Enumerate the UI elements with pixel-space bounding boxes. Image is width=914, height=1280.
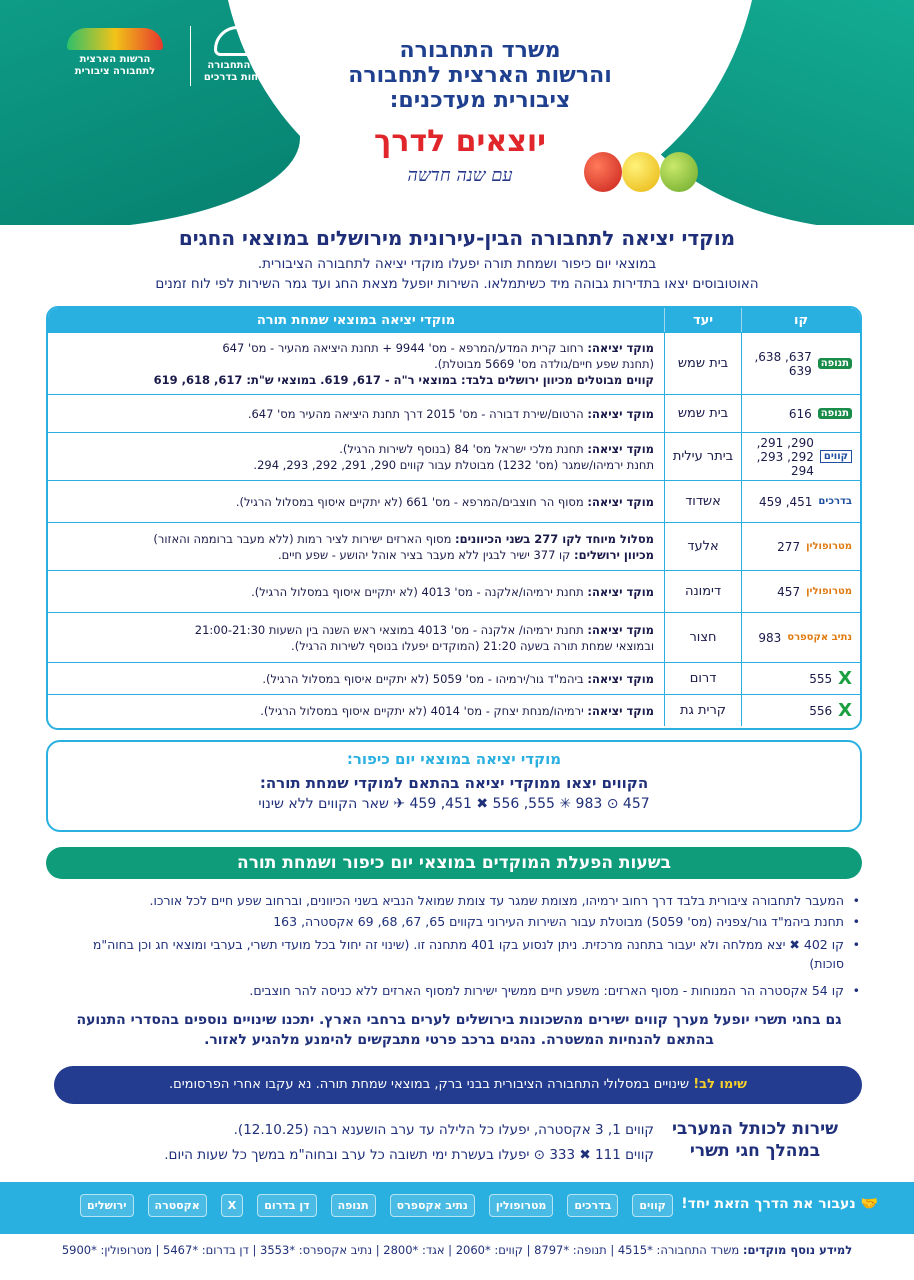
national-transport-authority-logo bbox=[45, 28, 185, 78]
footer-operator-logo: ירושלים bbox=[80, 1194, 134, 1217]
cell-destination: חצור bbox=[664, 613, 742, 662]
footer-operator-logo: מטרופולין bbox=[489, 1194, 554, 1217]
cell-line bbox=[742, 433, 860, 480]
departure-label: מוקד יציאה: bbox=[587, 406, 654, 421]
departure-line bbox=[58, 671, 654, 687]
table-body bbox=[48, 332, 860, 726]
departure-line bbox=[58, 547, 654, 563]
departure-label: מסלול מיוחד לקו 277 בשני הכיוונים: bbox=[455, 531, 654, 546]
departure-text: תחנת ירמיהו/אלקנה - מס' 4013 (לא יתקיים איסוף במסלול הרגיל). bbox=[251, 584, 588, 599]
footer-operator-logo: קווים bbox=[632, 1194, 673, 1217]
operator-logo-icon: נתיב אקספרס bbox=[787, 632, 852, 643]
departure-line bbox=[58, 638, 654, 654]
departure-line bbox=[58, 406, 654, 422]
yellow-apple-icon bbox=[622, 152, 660, 192]
cell-destination: דרום bbox=[664, 663, 742, 694]
bullet-3: • קו 402 ✖ יצא ממלחה ולא יעבור בתחנה מרכזית. ניתן לנסוע בקו 401 מתחנה זו. (שינוי זה יחול בכל מועדי תשרי, בערבי ומוצאי חג וכן בחוה"מ סוכות) bbox=[56, 935, 862, 973]
header-line: קו bbox=[793, 312, 809, 328]
footer-operator-logo: אקסטרה bbox=[148, 1194, 207, 1217]
bullet-4: • קו 54 אקסטרה הר המנוחות - מסוף הארזים: משפע חיים ממשיך ישירות למסוף הארזים ללא כניסה להר חוצבים. bbox=[56, 981, 862, 1000]
cell-departure bbox=[48, 671, 664, 687]
footer-operator-logo: תנופה bbox=[331, 1194, 376, 1217]
sub-line-1: במוצאי יום כיפור ושמחת תורה יפעלו מוקדי יציאה לתחבורה הציבורית. bbox=[257, 256, 657, 272]
departure-text: תחנת מלכי ישראל מס' 84 (בנוסף לשירות הרגיל). bbox=[339, 441, 588, 456]
road-arch-icon bbox=[214, 26, 274, 56]
wall-title-line-2: במהלך חגי תשרי bbox=[689, 1141, 821, 1161]
cell-destination: בית שמש bbox=[664, 333, 742, 394]
cell-destination: אלעד bbox=[664, 523, 742, 570]
cell-destination: דימונה bbox=[664, 571, 742, 612]
cell-line bbox=[742, 523, 860, 570]
table-row bbox=[48, 662, 860, 694]
cell-line bbox=[742, 613, 860, 662]
table-row bbox=[48, 522, 860, 570]
title-line-1: משרד התחבורה bbox=[399, 38, 561, 63]
bullet-1: • המעבר לתחבורה ציבורית בלבד דרך רחוב ירמיהו, מצומת שמגר עד צומת שמואל הנביא בשני הכיוונים, וברחוב שפע חיים לכל אורכו. bbox=[56, 891, 862, 910]
footer-contact-info bbox=[0, 1236, 914, 1264]
cell-destination: ביתר עילית bbox=[664, 433, 742, 480]
line-numbers: 637, 638, 639 bbox=[754, 349, 812, 378]
footer-slogan-text: נעבור את הדרך הזאת יחד! bbox=[681, 1196, 856, 1212]
departure-label: מכיוון ירושלים: bbox=[574, 547, 654, 562]
notice-text: שינויים במסלולי התחבורה הציבורית בבני ברק, במוצאי שמחת תורה. נא עקבו אחרי הפרסומים. bbox=[168, 1077, 694, 1092]
departure-label: מוקד יציאה: bbox=[587, 584, 654, 599]
departure-line bbox=[58, 494, 654, 510]
footer-operator-logo: דן בדרום bbox=[257, 1194, 316, 1217]
departure-text: ביהמ"ד גור/ירמיהו - מס' 5059 (לא יתקיים איסוף במסלול הרגיל). bbox=[262, 671, 588, 686]
sub-line-2: האוטובוסים יצאו בתדירות גבוהה מיד כשיתמלאו. השירות יופעל מצאת החג ועד גמר השירות לפי לוח זמנים bbox=[155, 276, 759, 292]
wall-line-2: קווים 111 ✖ 333 ⊙ יפעלו בעשרת ימי תשובה כל ערב ובחוה"מ במשך כל שעות היום. bbox=[164, 1147, 654, 1163]
footer-info: משרד התחבורה: *4515 | תנופה: *8797 | קווים: *2060 | אגד: *2800 | נתיב אקספרס: *3553 | דן בדרום: *5467 | מטרופולין: *5900 bbox=[61, 1243, 740, 1257]
departure-line bbox=[58, 531, 654, 547]
departure-label: קווים מבוטלים מכיוון ירושלים בלבד: במוצאי ר"ה - 617, 619. במוצאי ש"ת: 617, 618, 619 bbox=[153, 372, 654, 387]
departure-text: תחנת ירמיהו/ אלקנה - מס' 4013 במוצאי ראש השנה בין השעות 21:00-21:30 bbox=[194, 622, 588, 637]
cell-line bbox=[742, 333, 860, 394]
green-apple-icon bbox=[660, 152, 698, 192]
kippur-line-2: הקווים יצאו ממוקדי יציאה בהתאם למוקדי שמחת תורה: bbox=[259, 774, 649, 792]
departure-line bbox=[58, 441, 654, 457]
line-numbers: 616 bbox=[788, 406, 812, 421]
cell-departure bbox=[48, 703, 664, 719]
departure-text: קו 377 ישיר לבגין ללא מעבר בציר אוהל יהושע - שפע חיים. bbox=[277, 547, 574, 562]
cell-departure bbox=[48, 584, 664, 600]
departure-points-table bbox=[46, 306, 862, 730]
line-numbers: 290, 291, 292, 293, 294 bbox=[756, 435, 814, 478]
line-numbers: 556 bbox=[809, 703, 833, 718]
departure-label: מוקד יציאה: bbox=[587, 671, 654, 686]
departure-line bbox=[58, 584, 654, 600]
cell-destination: אשדוד bbox=[664, 481, 742, 522]
departure-line bbox=[58, 622, 654, 638]
departure-text: (תחנת שפע חיים/גולדה מס' 5669 מבוטלת). bbox=[434, 356, 654, 371]
cell-departure bbox=[48, 531, 664, 563]
departure-label: מוקד יציאה: bbox=[587, 340, 654, 355]
title-line-3: ציבורית מעדכנים: bbox=[389, 88, 571, 113]
operator-logo-icon: מטרופולין bbox=[806, 586, 852, 597]
cell-departure bbox=[48, 622, 664, 654]
cell-departure bbox=[48, 494, 664, 510]
notice-lead: שימו לב! bbox=[693, 1077, 748, 1092]
departure-line bbox=[58, 457, 654, 473]
operator-logo-icon: X bbox=[838, 668, 852, 689]
rainbow-road-icon bbox=[67, 28, 163, 50]
departure-line bbox=[58, 703, 654, 719]
cell-line bbox=[742, 663, 860, 694]
notice-banner bbox=[54, 1066, 862, 1104]
cell-departure bbox=[48, 441, 664, 473]
table-row bbox=[48, 332, 860, 394]
cell-line bbox=[742, 571, 860, 612]
table-row bbox=[48, 480, 860, 522]
header-destination: יעד bbox=[664, 308, 742, 332]
logo-divider bbox=[190, 26, 191, 86]
footer-info-lead: למידע נוסף מוקדים: bbox=[742, 1243, 853, 1257]
departure-text: מסוף הארזים ישירות לציר רמות (ללא מעבר ברוממה והאזור) bbox=[153, 531, 456, 546]
cell-destination: קרית גת bbox=[664, 695, 742, 726]
departure-text: ובמוצאי שמחת תורה בשעה 21:20 (המוקדים יפעלו בנוסף לשירות הרגיל). bbox=[291, 638, 654, 653]
kippur-box bbox=[46, 740, 862, 832]
slogan-main: יוצאים לדרך bbox=[374, 124, 546, 159]
logo-left-line-2: לתחבורה ציבורית bbox=[74, 66, 156, 77]
cell-line bbox=[742, 695, 860, 726]
operator-logo-icon: בדרכים bbox=[818, 496, 852, 507]
departure-line bbox=[58, 372, 654, 388]
hours-banner: בשעות הפעלת המוקדים במוצאי יום כיפור ושמחת תורה bbox=[46, 847, 862, 879]
departure-label: מוקד יציאה: bbox=[587, 494, 654, 509]
line-numbers: 451, 459 bbox=[758, 494, 813, 509]
departure-line bbox=[58, 340, 654, 356]
table-row bbox=[48, 432, 860, 480]
western-wall-title bbox=[650, 1118, 860, 1162]
announcement-title bbox=[300, 38, 660, 113]
footer-slogan: 🤝 נעבור את הדרך הזאת יחד! bbox=[681, 1196, 878, 1212]
logo-right-line-2: והבטיחות בדרכים bbox=[203, 72, 285, 83]
logo-left-line-1: הרשות הארצית bbox=[79, 54, 151, 65]
departure-text: רחוב קרית המדע/המרפא - מס' 9944 + תחנת היציאה מהעיר - מס' 647 bbox=[222, 340, 588, 355]
wall-line-1: קווים 1, 3 אקסטרה, יפעלו כל הלילה עד ערב הושענא רבה (12.10.25). bbox=[233, 1122, 654, 1138]
departure-text: מסוף הר חוצבים/המרפא - מס' 661 (לא יתקיים איסוף במסלול הרגיל). bbox=[235, 494, 588, 509]
operator-logo-icon: תנופה bbox=[818, 408, 852, 419]
ministry-of-transport-logo bbox=[196, 26, 292, 84]
departure-label: מוקד יציאה: bbox=[587, 441, 654, 456]
footer-operator-logo: בדרכים bbox=[567, 1194, 618, 1217]
wall-title-line-1: שירות לכותל המערבי bbox=[672, 1119, 838, 1139]
apples-illustration bbox=[582, 146, 702, 196]
line-numbers: 555 bbox=[809, 671, 833, 686]
kippur-title: מוקדי יציאה במוצאי יום כיפור: bbox=[346, 750, 562, 768]
cell-departure bbox=[48, 406, 664, 422]
operator-logo-icon: X bbox=[838, 700, 852, 721]
table-row bbox=[48, 694, 860, 726]
departure-text: ירמיהו/מנחת יצחק - מס' 4014 (לא יתקיים איסוף במסלול הרגיל). bbox=[260, 703, 588, 718]
header bbox=[0, 0, 914, 225]
footer-operator-logo: X bbox=[221, 1194, 243, 1217]
operator-logo-icon: קווים bbox=[820, 450, 852, 463]
departure-text: תחנת ירמיהו/שמגר (מס' 1232) מבוטלת עבור קווים 290, 291, 292, 293, 294. bbox=[253, 457, 654, 472]
footer-operator-logo: נתיב אקספרס bbox=[390, 1194, 475, 1217]
main-headline: מוקדי יציאה לתחבורה הבין-עירונית מירושלים במוצאי החגים bbox=[178, 226, 736, 250]
header-departure: מוקדי יציאה במוצאי שמחת תורה bbox=[256, 312, 456, 328]
operator-logo-icon: מטרופולין bbox=[806, 541, 852, 552]
kippur-line-3: 457 ⊙ 983 ✳ 555, 556 ✖ 451, 459 ✈ שאר הקווים ללא שינוי bbox=[258, 796, 650, 812]
cell-departure bbox=[48, 340, 664, 388]
table-row bbox=[48, 612, 860, 662]
slogan-sub: עם שנה חדשה bbox=[407, 165, 513, 186]
red-apple-icon bbox=[584, 152, 622, 192]
logo-right-line-1: משרד התחבורה bbox=[207, 60, 281, 71]
line-numbers: 983 bbox=[758, 630, 782, 645]
departure-label: מוקד יציאה: bbox=[587, 622, 654, 637]
table-header bbox=[48, 308, 860, 332]
departure-text: הרטום/שירת דבורה - מס' 2015 דרך תחנת היציאה מהעיר מס' 647. bbox=[247, 406, 588, 421]
line-numbers: 277 bbox=[777, 539, 801, 554]
departure-line bbox=[58, 356, 654, 372]
cell-destination: בית שמש bbox=[664, 395, 742, 432]
cell-line bbox=[742, 395, 860, 432]
footer-band bbox=[0, 1182, 914, 1234]
departure-label: מוקד יציאה: bbox=[587, 703, 654, 718]
title-line-2: והרשות הארצית לתחבורה bbox=[348, 63, 612, 88]
table-row bbox=[48, 394, 860, 432]
tishrei-direct-lines-note: גם בחגי תשרי יופעל מערך קווים ישירים מהשכונות בירושלים לערים ברחבי הארץ. יתכנו שינויים נוספים בהסדרי התנועה בהתאם להנחיות המשטרה. נהגים ברכב פרטי מתבקשים להימנע מלהגיע לאזור. bbox=[76, 1012, 842, 1048]
operator-logos bbox=[80, 1194, 673, 1217]
bullet-2: • תחנת ביהמ"ד גור/צפניה (מס' 5059) מבוטלת עבור השירות העירוני בקווים 65, 67, 68, 69 אקסטרה, 163 bbox=[56, 912, 862, 931]
line-numbers: 457 bbox=[777, 584, 801, 599]
table-row bbox=[48, 570, 860, 612]
operator-logo-icon: תנופה bbox=[818, 358, 852, 369]
cell-line bbox=[742, 481, 860, 522]
